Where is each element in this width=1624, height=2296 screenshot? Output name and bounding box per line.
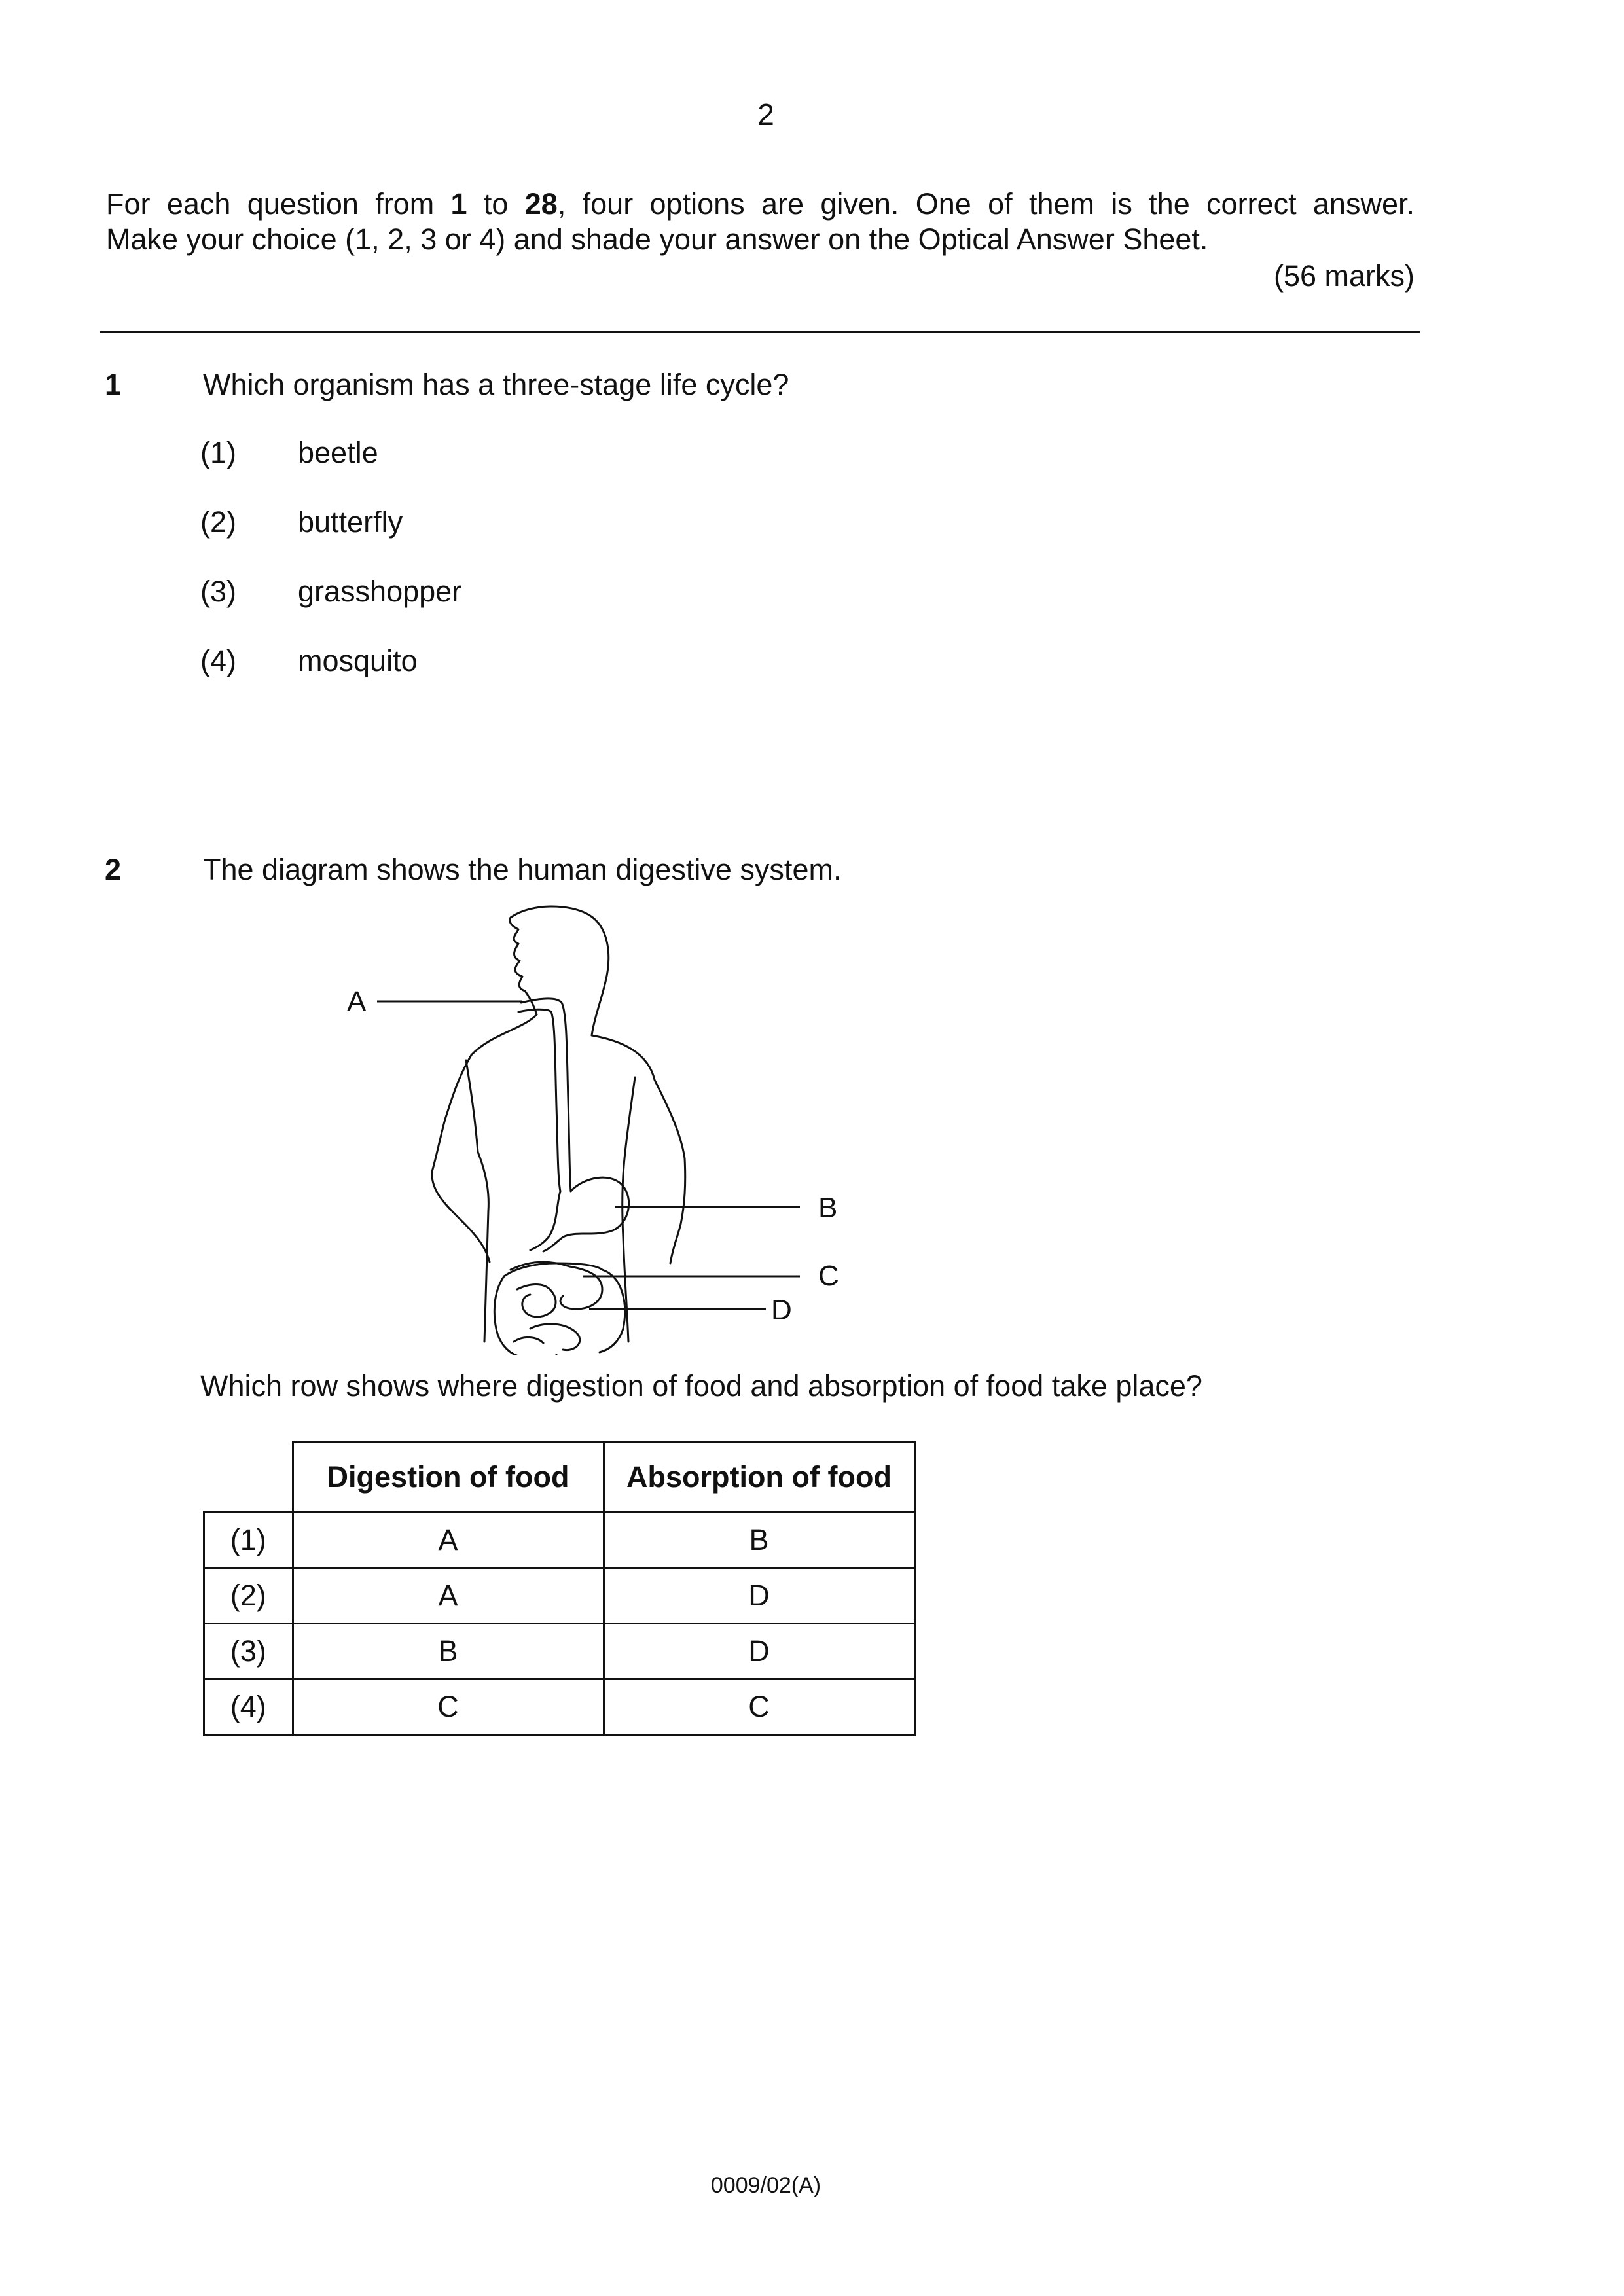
q1-option-1-number[interactable]: (1) [200,436,236,469]
table-header-row [204,1443,915,1513]
question-1-number: 1 [105,368,122,401]
question-2-text: The diagram shows the human digestive system. [203,853,842,886]
row-digestion: C [293,1679,604,1735]
row-digestion: B [293,1624,604,1679]
body-outline [432,906,685,1355]
row-absorption: D [604,1568,914,1624]
divider-line [100,331,1420,333]
q1-option-4-number[interactable]: (4) [200,644,236,677]
diagram-label-d: D [771,1294,792,1326]
row-absorption: C [604,1679,914,1735]
row-absorption: B [604,1513,914,1568]
row-digestion: A [293,1568,604,1624]
digestive-system-diagram [314,884,890,1355]
document-code: 0009/02(A) [710,2173,821,2198]
row-option-number[interactable]: (4) [204,1679,293,1735]
q1-option-2-text[interactable]: butterfly [298,505,403,539]
row-option-number[interactable]: (2) [204,1568,293,1624]
table-row[interactable] [204,1624,915,1679]
diagram-label-b: B [818,1192,838,1224]
row-option-number[interactable]: (3) [204,1624,293,1679]
header-absorption: Absorption of food [604,1443,914,1513]
row-option-number[interactable]: (1) [204,1513,293,1568]
diagram-label-c: C [818,1260,839,1292]
instructions [106,187,1415,257]
q1-option-3-text[interactable]: grasshopper [298,575,462,608]
total-marks: (56 marks) [1273,259,1415,293]
question-2-number: 2 [105,853,122,886]
table-row[interactable] [204,1513,915,1568]
question-1-text: Which organism has a three-stage life cycle? [203,368,789,401]
q1-option-3-number[interactable]: (3) [200,575,236,608]
q1-option-2-number[interactable]: (2) [200,505,236,539]
table-row[interactable] [204,1568,915,1624]
instructions-line2: Make your choice (1, 2, 3 or 4) and shade your answer on the Optical Answer Sheet. [106,223,1208,256]
row-absorption: D [604,1624,914,1679]
page-number: 2 [757,98,774,132]
q1-option-1-text[interactable]: beetle [298,436,378,469]
table-row[interactable] [204,1679,915,1735]
instructions-line1: For each question from 1 to 28, four options are given. One of them is the correct answer. [106,187,1415,221]
header-digestion: Digestion of food [293,1443,604,1513]
q1-option-4-text[interactable]: mosquito [298,644,418,677]
label-lines [377,1001,800,1309]
question-2-prompt: Which row shows where digestion of food and absorption of food take place? [200,1369,1202,1403]
row-digestion: A [293,1513,604,1568]
table-header-blank [204,1443,293,1513]
diagram-label-a: A [347,986,367,1018]
answer-options-table [203,1441,916,1736]
